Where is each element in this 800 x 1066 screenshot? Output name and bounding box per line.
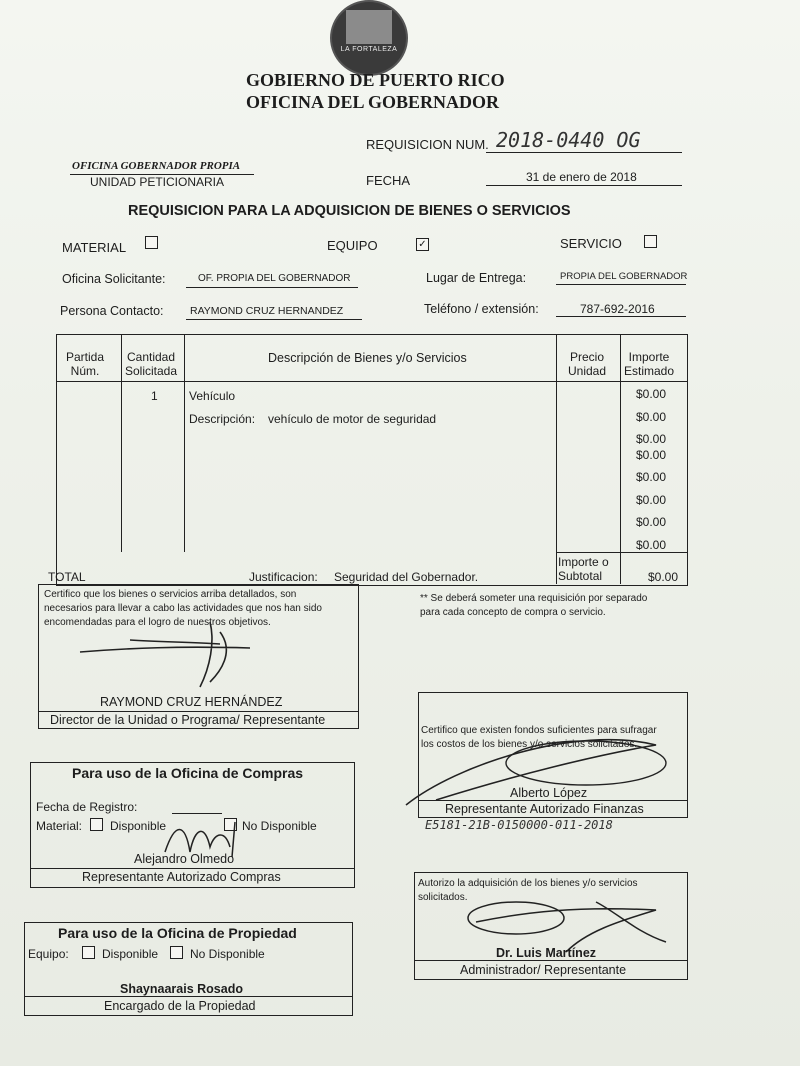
item-detail-label: Descripción: <box>189 412 256 426</box>
propiedad-disponible-checkbox[interactable] <box>82 946 95 959</box>
importe-5: $0.00 <box>636 470 667 484</box>
header-office: OFICINA DEL GOBERNADOR <box>246 92 500 112</box>
fondos-text: Certifico que existen fondos suficientes para sufragar los costos de los bienes y/o servicios solicitados. <box>421 725 657 750</box>
director-name: RAYMOND CRUZ HERNÁNDEZ <box>100 695 283 709</box>
finance-name: Alberto López <box>510 786 588 800</box>
certifico-text: Certifico que los bienes o servicios arriba detallados, son necesarios para llevar a cabo las actividades que nos han sido encomendadas para el logro de nuestros objetivos. <box>44 589 322 628</box>
account-number: E5181-21B-0150000-011-2018 <box>425 818 613 832</box>
servicio-label: SERVICIO <box>560 236 622 251</box>
equipo-checkbox[interactable]: ✓ <box>416 238 429 251</box>
requisicion-label: REQUISICION NUM. <box>366 137 489 152</box>
compras-disponible-label: Disponible <box>110 819 167 833</box>
col-importe: Importe Estimado <box>624 350 675 378</box>
form-title: REQUISICION PARA LA ADQUISICION DE BIENES O SERVICIOS <box>128 203 571 219</box>
administrator-name: Dr. Luis Martínez <box>496 946 597 960</box>
item-detail-value: vehículo de motor de seguridad <box>268 412 437 426</box>
equipo-label: EQUIPO <box>327 238 378 253</box>
col-descripcion: Descripción de Bienes y/o Servicios <box>268 351 467 365</box>
subtotal-value: $0.00 <box>648 570 679 584</box>
importe-3: $0.00 <box>636 432 667 446</box>
administrator-role: Administrador/ Representante <box>460 963 627 977</box>
importe-6: $0.00 <box>636 493 667 507</box>
fecha-label: FECHA <box>366 173 411 188</box>
fecha-registro-label: Fecha de Registro: <box>36 800 138 814</box>
importe-1: $0.00 <box>636 387 667 401</box>
finance-signature <box>396 715 686 815</box>
servicio-checkbox[interactable] <box>644 235 657 248</box>
lugar-label: Lugar de Entrega: <box>426 271 527 285</box>
material-checkbox[interactable] <box>145 236 158 249</box>
importe-7: $0.00 <box>636 515 667 529</box>
director-role: Director de la Unidad o Programa/ Representante <box>50 713 326 727</box>
propiedad-no-disponible-label: No Disponible <box>190 947 265 961</box>
requisicion-number: 2018-0440 OG <box>496 128 641 152</box>
importe-4: $0.00 <box>636 448 667 462</box>
propiedad-equipo-label: Equipo: <box>28 947 69 961</box>
item-cantidad: 1 <box>151 389 158 403</box>
lugar-value: PROPIA DEL GOBERNADOR <box>560 271 688 282</box>
propiedad-role: Encargado de la Propiedad <box>104 999 256 1013</box>
compras-title: Para uso de la Oficina de Compras <box>72 765 304 781</box>
oficina-label: Oficina Solicitante: <box>62 272 166 286</box>
importe-2: $0.00 <box>636 410 667 424</box>
item-name: Vehículo <box>189 389 236 403</box>
importe-8: $0.00 <box>636 538 667 552</box>
unidad-value: OFICINA GOBERNADOR PROPIA <box>72 160 241 172</box>
telefono-value: 787-692-2016 <box>580 302 655 316</box>
col-partida: Partida Núm. <box>66 350 105 378</box>
autorizo-text: Autorizo la adquisición de los bienes y/o servicios solicitados. <box>418 878 638 903</box>
propiedad-no-disponible-checkbox[interactable] <box>170 946 183 959</box>
fortaleza-seal-logo: LA FORTALEZA <box>330 0 408 76</box>
col-cantidad: Cantidad Solicitada <box>125 350 178 378</box>
compras-role: Representante Autorizado Compras <box>82 870 281 884</box>
material-label: MATERIAL <box>62 240 127 255</box>
compras-material-label: Material: <box>36 819 83 833</box>
subtotal-label: Importe o Subtotal <box>558 555 609 583</box>
compras-disponible-checkbox[interactable] <box>90 818 103 831</box>
propiedad-title: Para uso de la Oficina de Propiedad <box>58 925 297 941</box>
header-government: GOBIERNO DE PUERTO RICO <box>246 70 505 90</box>
telefono-label: Teléfono / extensión: <box>424 302 539 316</box>
justificacion-label: Justificacion: <box>249 570 318 584</box>
total-label: TOTAL <box>48 570 86 584</box>
col-precio: Precio Unidad <box>568 350 607 378</box>
propiedad-disponible-label: Disponible <box>102 947 159 961</box>
fecha-value: 31 de enero de 2018 <box>526 170 637 184</box>
compras-no-disponible-label: No Disponible <box>242 819 317 833</box>
unidad-label: UNIDAD PETICIONARIA <box>90 175 225 189</box>
propiedad-name: Shaynaarais Rosado <box>120 982 243 996</box>
compras-name: Alejandro Olmedo <box>134 852 235 866</box>
separate-requisition-note: ** Se deberá someter una requisición por separado para cada concepto de compra o servicio. <box>420 593 648 618</box>
director-signature <box>70 612 270 692</box>
justificacion-value: Seguridad del Gobernador. <box>334 570 479 584</box>
oficina-value: OF. PROPIA DEL GOBERNADOR <box>198 273 351 284</box>
finance-role: Representante Autorizado Finanzas <box>445 802 644 816</box>
persona-label: Persona Contacto: <box>60 304 164 318</box>
persona-value: RAYMOND CRUZ HERNANDEZ <box>190 305 344 317</box>
